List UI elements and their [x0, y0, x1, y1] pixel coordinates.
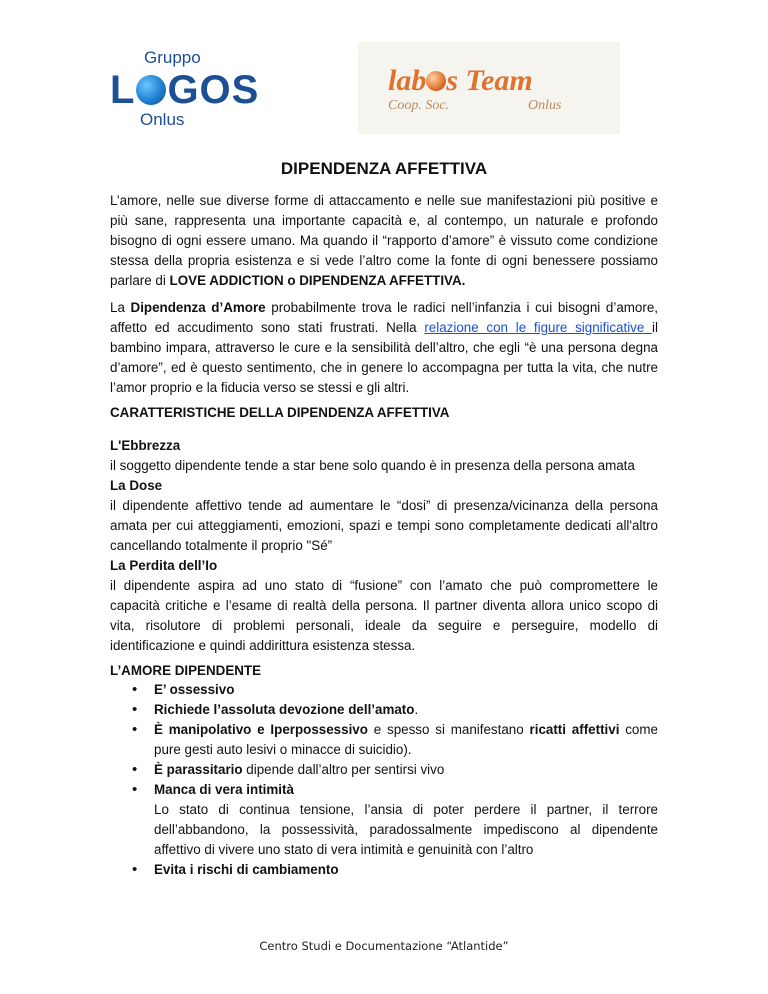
second-paragraph: [110, 298, 658, 398]
labos-right: s Team: [446, 64, 533, 97]
item-devozione: Richiede l’assoluta devozione dell’amato: [154, 702, 415, 717]
p2-lead: La: [110, 300, 131, 315]
labos-main-text: [388, 64, 533, 98]
logo-top-text: Gruppo: [144, 48, 201, 67]
desc-perdita: il dipendente aspira ad uno stato di “fusione” con l’amato che può compromettere le capacità critiche e l’esame di realtà della persona. Il partner diventa allora unico scopo di vita, risolutore di problemi personali, ideale da seguire e perseguire, modello di identificazione e quindi addirittura esistenza stessa.: [110, 578, 658, 653]
logo-bottom-text: Onlus: [140, 110, 185, 129]
list-item: [128, 700, 658, 720]
logo-main-text: [110, 68, 259, 112]
intro-bold: LOVE ADDICTION o DIPENDENZA AFFETTIVA.: [169, 273, 466, 288]
item-ossessivo: E’ ossessivo: [154, 682, 235, 697]
item-manipolativo: È manipolativo e Iperpossessivo: [154, 722, 368, 737]
labos-team-logo: [358, 42, 620, 134]
list-item: [128, 860, 658, 880]
logo-main-right: GOS: [167, 68, 260, 112]
globe-icon: [136, 75, 166, 105]
item-devozione-end: .: [414, 702, 419, 717]
page-title: DIPENDENZA AFFETTIVA: [280, 159, 488, 178]
item-manipolativo-text: e spesso si manifestano: [367, 722, 530, 737]
item-ricatti-text: come pure gesti auto lesivi o minacce di suicidio).: [154, 722, 658, 757]
labos-onlus-text: Onlus: [528, 98, 562, 113]
item-cambiamento: Evita i rischi di cambiamento: [154, 862, 339, 877]
list-item: [128, 720, 658, 760]
p2-text-2: il bambino impara, attraverso le cure e la sensibilità dell’altro, che egli “è una persona degna d’amore”, ed è questo sentimento, che in genere lo accompagna per tutta la vita, che nutre l’amor proprio e la fiducia verso se stessi e gli altri.: [110, 320, 658, 395]
characteristics-list: [110, 436, 658, 656]
term-perdita: La Perdita dell’Io: [110, 558, 218, 573]
dependent-love-list: [128, 680, 658, 880]
list-item: [128, 760, 658, 780]
item-intimita: Manca di vera intimità: [154, 782, 294, 797]
item-ricatti: ricatti affettivi: [529, 722, 620, 737]
item-intimita-text: Lo stato di continua tensione, l’ansia di poter perdere il partner, il terrore dell’abbandono, la possessività, paradossalmente impediscono al dipendente affettivo di vivere uno stato di vera intimità e genuinità con l’altro: [154, 802, 658, 857]
list-item: [128, 780, 658, 860]
dependent-love-heading: L’AMORE DIPENDENTE: [110, 663, 262, 678]
page-footer: Centro Studi e Documentazione “Atlantide”: [259, 939, 509, 953]
intro-paragraph: [110, 191, 658, 291]
characteristics-heading: CARATTERISTICHE DELLA DIPENDENZA AFFETTIVA: [110, 405, 450, 420]
item-parassitario: È parassitario: [154, 762, 243, 777]
labos-sub-text: Coop. Soc.: [388, 98, 450, 113]
p2-text-1: probabilmente trova le radici nell’infanzia i cui bisogni d’amore, affetto ed accudimento sono stati frustrati. Nella: [110, 300, 658, 335]
p2-bold: Dipendenza d’Amore: [130, 300, 266, 315]
desc-ebbrezza: il soggetto dipendente tende a star bene solo quando è in presenza della persona amata: [110, 458, 635, 473]
labos-left: lab: [388, 64, 427, 97]
desc-dose: il dipendente affettivo tende ad aumentare le “dosi” di presenza/vicinanza della persona amata per cui atteggiamenti, emozioni, spazi e tempi sono completamente dedicati all'altro cancellando totalmente il proprio "Sé”: [110, 498, 658, 553]
significant-figures-link[interactable]: relazione con le figure significative: [424, 320, 653, 335]
term-ebbrezza: L'Ebbrezza: [110, 438, 181, 453]
term-dose: La Dose: [110, 478, 163, 493]
ball-icon: [426, 71, 446, 91]
logo-main-left: L: [110, 68, 136, 112]
item-parassitario-text: dipende dall’altro per sentirsi vivo: [242, 762, 445, 777]
list-item: [128, 680, 658, 700]
intro-text: L’amore, nelle sue diverse forme di attaccamento e nelle sue manifestazioni più positive e più sane, rappresenta una importante capacità e, al contempo, un naturale e profondo bisogno di ogni essere umano. Ma quando il “rapporto d’amore” è vissuto come condizione stessa della propria esistenza e si vede l’altro come la fonte di ogni benessere possiamo parlare di: [110, 193, 658, 288]
gruppo-logos-logo: [110, 48, 260, 132]
